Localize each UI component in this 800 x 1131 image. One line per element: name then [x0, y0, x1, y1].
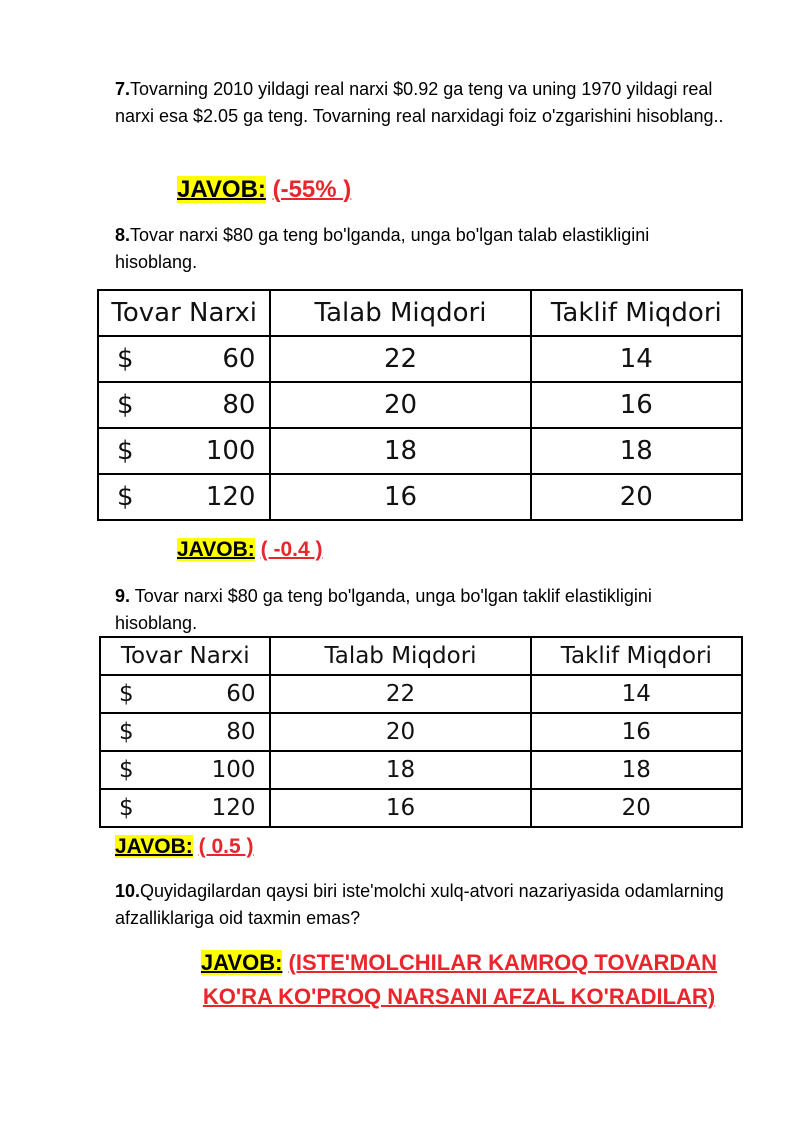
demand-cell: 20: [270, 382, 530, 428]
answer-8: [177, 538, 322, 562]
supply-cell: 20: [531, 474, 742, 520]
table-row: [98, 428, 742, 474]
answer-9-value: ( 0.5 ): [198, 835, 254, 858]
currency-symbol: $: [117, 390, 134, 420]
price-value: 60: [226, 681, 256, 707]
supply-cell: 20: [531, 789, 742, 827]
price-cell: [100, 751, 270, 789]
header-demand: Talab Miqdori: [270, 290, 530, 336]
question-9: [115, 583, 735, 637]
header-price: Tovar Narxi: [100, 637, 270, 675]
table-header-row: [98, 290, 742, 336]
demand-cell: 20: [270, 713, 530, 751]
question-10-number: 10.: [115, 881, 141, 901]
header-price: Tovar Narxi: [98, 290, 270, 336]
question-8-number: 8.: [115, 225, 131, 245]
currency-symbol: $: [117, 436, 134, 466]
answer-7-label: JAVOB:: [177, 176, 266, 203]
supply-cell: 16: [531, 382, 742, 428]
answer-7: [177, 176, 351, 204]
table-header-row: [100, 637, 742, 675]
header-demand: Talab Miqdori: [270, 637, 530, 675]
answer-10-label: JAVOB:: [200, 950, 283, 975]
currency-symbol: $: [117, 344, 134, 374]
price-value: 60: [222, 344, 256, 374]
price-cell: [98, 336, 270, 382]
currency-symbol: $: [119, 757, 134, 783]
answer-10-value-line2: KO'RA KO'PROQ NARSANI AFZAL KO'RADILAR): [202, 984, 716, 1009]
answer-10: [194, 946, 724, 1014]
question-9-number: 9.: [115, 586, 131, 606]
price-value: 100: [211, 757, 256, 783]
price-cell: [100, 675, 270, 713]
demand-cell: 16: [270, 789, 530, 827]
table-row: [100, 789, 742, 827]
currency-symbol: $: [119, 719, 134, 745]
answer-10-value-line1: (ISTE'MOLCHILAR KAMROQ TOVARDAN: [288, 950, 718, 975]
header-supply: Taklif Miqdori: [531, 637, 742, 675]
currency-symbol: $: [119, 681, 134, 707]
price-cell: [98, 428, 270, 474]
price-value: 80: [222, 390, 256, 420]
answer-7-value: (-55% ): [272, 176, 352, 203]
answer-9: [115, 835, 254, 859]
demand-cell: 22: [270, 336, 530, 382]
supply-cell: 18: [531, 428, 742, 474]
supply-cell: 16: [531, 713, 742, 751]
price-cell: [98, 474, 270, 520]
price-value: 120: [211, 795, 256, 821]
header-supply: Taklif Miqdori: [531, 290, 742, 336]
supply-cell: 14: [531, 675, 742, 713]
price-table-2: [99, 636, 743, 828]
price-value: 100: [205, 436, 256, 466]
supply-cell: 14: [531, 336, 742, 382]
answer-9-label: JAVOB:: [115, 835, 193, 858]
price-value: 80: [226, 719, 256, 745]
price-value: 120: [205, 482, 256, 512]
demand-cell: 18: [270, 428, 530, 474]
demand-cell: 18: [270, 751, 530, 789]
question-9-text: Tovar narxi $80 ga teng bo'lganda, unga bo'lgan taklif elastikligini hisoblang.: [115, 586, 652, 633]
price-table-1: [97, 289, 743, 521]
demand-cell: 22: [270, 675, 530, 713]
table-row: [100, 675, 742, 713]
demand-cell: 16: [270, 474, 530, 520]
table-row: [100, 751, 742, 789]
table-row: [98, 382, 742, 428]
table-row: [100, 713, 742, 751]
answer-8-value: ( -0.4 ): [260, 538, 323, 561]
question-10: [115, 878, 735, 932]
table-row: [98, 336, 742, 382]
currency-symbol: $: [117, 482, 134, 512]
question-7-text: Tovarning 2010 yildagi real narxi $0.92 ga teng va uning 1970 yildagi real narxi esa $2.05 ga teng. Tovarning real narxidagi foiz o'zgarishini hisoblang..: [115, 79, 724, 126]
question-7: [115, 76, 735, 130]
price-cell: [98, 382, 270, 428]
question-8: [115, 222, 735, 276]
price-cell: [100, 713, 270, 751]
supply-cell: 18: [531, 751, 742, 789]
answer-8-label: JAVOB:: [177, 538, 255, 561]
question-7-number: 7.: [115, 79, 131, 99]
price-cell: [100, 789, 270, 827]
question-10-text: Quyidagilardan qaysi biri iste'molchi xulq-atvori nazariyasida odamlarning afzalliklariga oid taxmin emas?: [115, 881, 724, 928]
question-8-text: Tovar narxi $80 ga teng bo'lganda, unga bo'lgan talab elastikligini hisoblang.: [115, 225, 650, 272]
currency-symbol: $: [119, 795, 134, 821]
table-row: [98, 474, 742, 520]
